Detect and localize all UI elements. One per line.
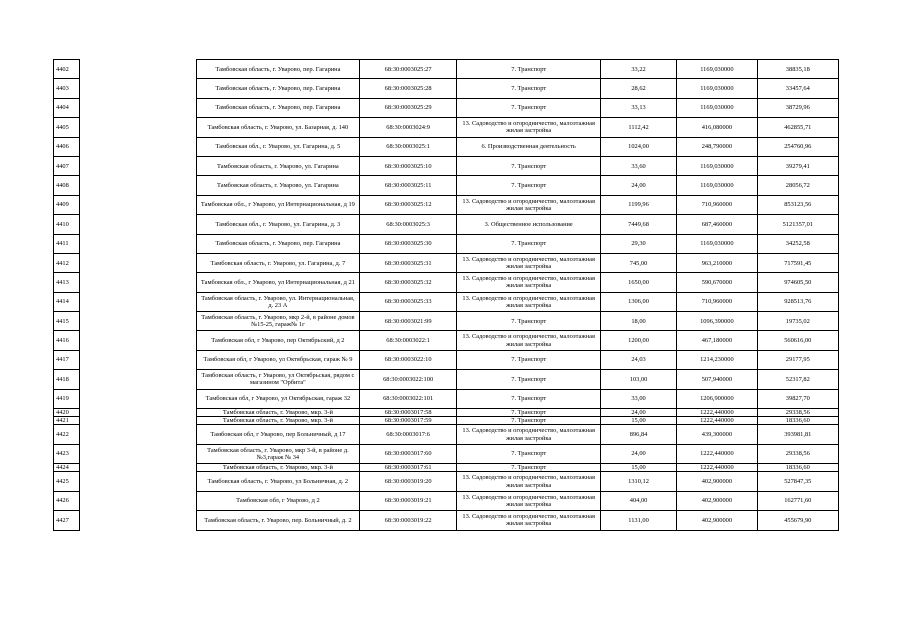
unit-price-cell: 1222,440000 — [677, 417, 757, 425]
land-use-cell: 7. Транспорт — [457, 156, 600, 175]
row-number: 4426 — [54, 491, 80, 510]
unit-price-cell: 687,460000 — [677, 215, 757, 234]
row-number: 4416 — [54, 331, 80, 350]
cadastral-number-cell: 68:30:0003025:31 — [359, 253, 457, 272]
area-cell: 7449,68 — [600, 215, 676, 234]
row-number: 4410 — [54, 215, 80, 234]
row-number: 4417 — [54, 350, 80, 369]
cost-cell: 52317,82 — [757, 370, 838, 389]
land-use-cell: 13. Садоводство и огородничество, малоэтажная жилая застройка — [457, 491, 600, 510]
row-number: 4420 — [54, 409, 80, 417]
area-cell: 33,13 — [600, 98, 676, 117]
area-cell: 29,30 — [600, 234, 676, 253]
cadastral-number-cell: 68:30:0003025:27 — [359, 60, 457, 79]
row-number: 4421 — [54, 417, 80, 425]
row-number: 4408 — [54, 176, 80, 195]
land-use-cell: 7. Транспорт — [457, 409, 600, 417]
address-cell: Тамбовская обл., г Уварово, ул Интернациональная, д 21 — [197, 273, 360, 292]
land-use-cell: 7. Транспорт — [457, 312, 600, 331]
table-row — [197, 156, 839, 175]
cost-cell: 462855,71 — [757, 118, 838, 137]
area-cell: 1200,00 — [600, 331, 676, 350]
address-cell: Тамбовская область, г. Уварово, ул Больничная, д. 2 — [197, 472, 360, 491]
address-cell: Тамбовская область, г. Уварово, ул. Гагарина — [197, 176, 360, 195]
cost-cell: 18336,60 — [757, 417, 838, 425]
land-use-cell: 13. Садоводство и огородничество, малоэтажная жилая застройка — [457, 195, 600, 214]
unit-price-cell: 402,900000 — [677, 472, 757, 491]
row-number: 4427 — [54, 511, 80, 530]
cost-cell: 18336,60 — [757, 464, 838, 472]
cost-cell: 853123,56 — [757, 195, 838, 214]
table-row — [197, 273, 839, 292]
cost-cell: 29338,56 — [757, 444, 838, 463]
unit-price-cell: 1222,440000 — [677, 444, 757, 463]
land-use-cell: 7. Транспорт — [457, 60, 600, 79]
unit-price-cell: 402,900000 — [677, 511, 757, 530]
cost-cell: 39279,41 — [757, 156, 838, 175]
table-row — [197, 234, 839, 253]
table-row — [197, 312, 839, 331]
cadastral-number-cell: 68:30:0003025:29 — [359, 98, 457, 117]
table-row — [197, 409, 839, 417]
unit-price-cell: 1206,900000 — [677, 389, 757, 408]
cost-cell: 28056,72 — [757, 176, 838, 195]
area-cell: 33,60 — [600, 156, 676, 175]
land-use-cell: 13. Садоводство и огородничество, малоэтажная жилая застройка — [457, 331, 600, 350]
land-use-cell: 6. Производственная деятельность — [457, 137, 600, 156]
table-row — [54, 425, 80, 444]
cost-cell: 33457,64 — [757, 79, 838, 98]
unit-price-cell: 507,940000 — [677, 370, 757, 389]
cadastral-number-cell: 68:30:0003025:10 — [359, 156, 457, 175]
cadastral-number-cell: 68:30:0003025:3 — [359, 215, 457, 234]
row-number: 4418 — [54, 370, 80, 389]
cadastral-number-cell: 68:30:0003025:1 — [359, 137, 457, 156]
address-cell: Тамбовская область, г. Уварово, пер. Больничный, д. 2 — [197, 511, 360, 530]
table-row — [54, 370, 80, 389]
table-row — [54, 312, 80, 331]
land-use-cell: 13. Садоводство и огородничество, малоэтажная жилая застройка — [457, 425, 600, 444]
table-row — [54, 350, 80, 369]
unit-price-cell: 1222,440000 — [677, 464, 757, 472]
unit-price-cell: 963,210000 — [677, 253, 757, 272]
land-use-cell: 13. Садоводство и огородничество, малоэтажная жилая застройка — [457, 511, 600, 530]
table-row — [54, 253, 80, 272]
cost-cell: 974605,50 — [757, 273, 838, 292]
row-number: 4414 — [54, 292, 80, 311]
unit-price-cell: 1214,230000 — [677, 350, 757, 369]
land-use-cell: 3. Общественное использование — [457, 215, 600, 234]
cadastral-number-cell: 68:30:0003021:99 — [359, 312, 457, 331]
table-row — [197, 491, 839, 510]
table-row — [54, 417, 80, 425]
address-cell: Тамбовская область, г. Уварово, ул. Интернациональная, д. 23 А — [197, 292, 360, 311]
table-row — [54, 331, 80, 350]
area-cell: 33,00 — [600, 389, 676, 408]
land-use-cell: 7. Транспорт — [457, 234, 600, 253]
cadastral-number-cell: 68:30:0003025:12 — [359, 195, 457, 214]
address-cell: Тамбовская область, г. Уварово, мкр 2-й, в районе домов №15-25, гараж№ 1г — [197, 312, 360, 331]
cost-cell: 38729,96 — [757, 98, 838, 117]
unit-price-cell: 467,180000 — [677, 331, 757, 350]
table-row — [197, 417, 839, 425]
row-number: 4406 — [54, 137, 80, 156]
cadastral-number-cell: 68:30:0003025:11 — [359, 176, 457, 195]
table-row — [197, 511, 839, 530]
address-cell: Тамбовская область, г. Уварово, ул. Гагарина, д. 7 — [197, 253, 360, 272]
land-use-cell: 13. Садоводство и огородничество, малоэтажная жилая застройка — [457, 118, 600, 137]
table-row — [197, 137, 839, 156]
unit-price-cell: 416,080000 — [677, 118, 757, 137]
land-use-cell: 13. Садоводство и огородничество, малоэтажная жилая застройка — [457, 253, 600, 272]
area-cell: 1306,00 — [600, 292, 676, 311]
unit-price-cell: 1222,440000 — [677, 409, 757, 417]
table-row — [54, 389, 80, 408]
unit-price-cell: 1169,030000 — [677, 156, 757, 175]
land-use-cell: 7. Транспорт — [457, 370, 600, 389]
table-row — [197, 389, 839, 408]
area-cell: 24,03 — [600, 350, 676, 369]
cadastral-number-cell: 68:30:0003025:32 — [359, 273, 457, 292]
area-cell: 1024,00 — [600, 137, 676, 156]
row-number-column — [53, 59, 80, 531]
area-cell: 18,00 — [600, 312, 676, 331]
cost-cell: 393981,81 — [757, 425, 838, 444]
table-row — [197, 118, 839, 137]
address-cell: Тамбовская обл., г Уварово, ул Интернациональная, д 19 — [197, 195, 360, 214]
table-row — [54, 273, 80, 292]
address-cell: Тамбовская область, г. Уварово, пер. Гагарина — [197, 60, 360, 79]
land-use-cell: 7. Транспорт — [457, 464, 600, 472]
address-cell: Тамбовская область, г. Уварово, мкр. 3-й — [197, 417, 360, 425]
area-cell: 1131,00 — [600, 511, 676, 530]
unit-price-cell: 1169,030000 — [677, 60, 757, 79]
address-cell: Тамбовская область, г. Уварово, мкр. 3-й — [197, 409, 360, 417]
cadastral-number-cell: 68:30:0003025:30 — [359, 234, 457, 253]
table-row — [197, 292, 839, 311]
cost-cell: 527847,35 — [757, 472, 838, 491]
cost-cell: 717591,45 — [757, 253, 838, 272]
address-cell: Тамбовская обл., г. Уварово, ул. Гагарина, д. 3 — [197, 215, 360, 234]
table-row — [54, 195, 80, 214]
address-cell: Тамбовская область, г. Уварово, ул. Базарная, д. 140 — [197, 118, 360, 137]
table-row — [197, 444, 839, 463]
area-cell: 28,62 — [600, 79, 676, 98]
table-row — [54, 234, 80, 253]
table-row — [54, 491, 80, 510]
cost-cell: 928513,76 — [757, 292, 838, 311]
table-row — [54, 79, 80, 98]
address-cell: Тамбовская обл, г Уварово, д 2 — [197, 491, 360, 510]
table-row — [54, 464, 80, 472]
table-row — [197, 79, 839, 98]
cadastral-number-cell: 68:30:0003022:100 — [359, 370, 457, 389]
area-cell: 33,22 — [600, 60, 676, 79]
address-cell: Тамбовская обл, г Уварово, ул Октябрьская, гараж 32 — [197, 389, 360, 408]
row-number: 4413 — [54, 273, 80, 292]
cost-cell: 455679,90 — [757, 511, 838, 530]
cadastral-number-cell: 68:30:0003019:21 — [359, 491, 457, 510]
table-row — [54, 472, 80, 491]
unit-price-cell: 1169,030000 — [677, 176, 757, 195]
cost-cell: 19735,02 — [757, 312, 838, 331]
area-cell: 1310,12 — [600, 472, 676, 491]
area-cell: 896,84 — [600, 425, 676, 444]
row-number: 4404 — [54, 98, 80, 117]
area-cell: 15,00 — [600, 464, 676, 472]
area-cell: 404,00 — [600, 491, 676, 510]
area-cell: 1650,00 — [600, 273, 676, 292]
row-number: 4423 — [54, 444, 80, 463]
unit-price-cell: 402,900000 — [677, 491, 757, 510]
table-row — [54, 156, 80, 175]
cadastral-number-cell: 68:30:0003017:58 — [359, 409, 457, 417]
row-number: 4419 — [54, 389, 80, 408]
address-cell: Тамбовская обл, г Уварово, пер Октябрьский, д 2 — [197, 331, 360, 350]
unit-price-cell: 1169,030000 — [677, 234, 757, 253]
table-row — [54, 444, 80, 463]
row-number: 4402 — [54, 60, 80, 79]
row-number: 4424 — [54, 464, 80, 472]
cadastral-number-cell: 68:30:0003022:1 — [359, 331, 457, 350]
address-cell: Тамбовская область, г. Уварово, пер. Гагарина — [197, 79, 360, 98]
table-row — [54, 292, 80, 311]
land-use-cell: 13. Садоводство и огородничество, малоэтажная жилая застройка — [457, 273, 600, 292]
land-use-cell: 7. Транспорт — [457, 389, 600, 408]
area-cell: 24,00 — [600, 176, 676, 195]
table-row — [197, 253, 839, 272]
table-row — [54, 118, 80, 137]
unit-price-cell: 439,300000 — [677, 425, 757, 444]
unit-price-cell: 590,670000 — [677, 273, 757, 292]
table-row — [197, 195, 839, 214]
land-use-cell: 7. Транспорт — [457, 79, 600, 98]
unit-price-cell: 1169,030000 — [677, 79, 757, 98]
row-number: 4422 — [54, 425, 80, 444]
cost-cell: 29177,95 — [757, 350, 838, 369]
table-row — [197, 464, 839, 472]
land-use-cell: 13. Садоводство и огородничество, малоэтажная жилая застройка — [457, 472, 600, 491]
land-plots-table — [196, 59, 839, 531]
cadastral-number-cell: 68:30:0003017:59 — [359, 417, 457, 425]
cost-cell: 162771,60 — [757, 491, 838, 510]
cost-cell: 34252,58 — [757, 234, 838, 253]
land-use-cell: 7. Транспорт — [457, 350, 600, 369]
cost-cell: 39827,70 — [757, 389, 838, 408]
cadastral-number-cell: 68:30:0003017:60 — [359, 444, 457, 463]
address-cell: Тамбовская обл, г Уварово, пер Больничный, д 17 — [197, 425, 360, 444]
cadastral-number-cell: 68:30:0003022:10 — [359, 350, 457, 369]
unit-price-cell: 1096,390000 — [677, 312, 757, 331]
row-number: 4403 — [54, 79, 80, 98]
cadastral-number-cell: 68:30:0003017:6 — [359, 425, 457, 444]
address-cell: Тамбовская область, г. Уварово, пер. Гагарина — [197, 98, 360, 117]
cadastral-number-cell: 68:30:0003024:9 — [359, 118, 457, 137]
area-cell: 1199,96 — [600, 195, 676, 214]
table-row — [54, 215, 80, 234]
table-row — [54, 511, 80, 530]
cadastral-number-cell: 68:30:0003019:20 — [359, 472, 457, 491]
unit-price-cell: 248,790000 — [677, 137, 757, 156]
address-cell: Тамбовская область, г Уварово, ул Октябрьская, рядом с магазином "Орбита" — [197, 370, 360, 389]
cost-cell: 560616,00 — [757, 331, 838, 350]
table-row — [54, 60, 80, 79]
table-row — [197, 472, 839, 491]
table-row — [54, 98, 80, 117]
table-row — [54, 137, 80, 156]
unit-price-cell: 710,960000 — [677, 195, 757, 214]
unit-price-cell: 710,960000 — [677, 292, 757, 311]
cost-cell: 254760,96 — [757, 137, 838, 156]
table-row — [197, 176, 839, 195]
table-row — [197, 215, 839, 234]
table-row — [54, 176, 80, 195]
cost-cell: 29338,56 — [757, 409, 838, 417]
row-number: 4411 — [54, 234, 80, 253]
row-number: 4409 — [54, 195, 80, 214]
cost-cell: 38835,18 — [757, 60, 838, 79]
cadastral-number-cell: 68:30:0003025:28 — [359, 79, 457, 98]
table-row — [197, 60, 839, 79]
row-number: 4415 — [54, 312, 80, 331]
area-cell: 15,00 — [600, 417, 676, 425]
cadastral-number-cell: 68:30:0003019:22 — [359, 511, 457, 530]
table-row — [197, 370, 839, 389]
area-cell: 103,00 — [600, 370, 676, 389]
row-number: 4412 — [54, 253, 80, 272]
row-number: 4407 — [54, 156, 80, 175]
row-number: 4405 — [54, 118, 80, 137]
land-use-cell: 7. Транспорт — [457, 444, 600, 463]
area-cell: 745,00 — [600, 253, 676, 272]
land-use-cell: 13. Садоводство и огородничество, малоэтажная жилая застройка — [457, 292, 600, 311]
table-row — [54, 409, 80, 417]
address-cell: Тамбовская обл, г Уварово, ул Октябрьская, гараж № 9 — [197, 350, 360, 369]
land-use-cell: 7. Транспорт — [457, 176, 600, 195]
land-use-cell: 7. Транспорт — [457, 98, 600, 117]
cadastral-number-cell: 68:30:0003017:61 — [359, 464, 457, 472]
unit-price-cell: 1169,030000 — [677, 98, 757, 117]
address-cell: Тамбовская область, г. Уварово, мкр 3-й, в районе д. №3,гараж № 34 — [197, 444, 360, 463]
land-use-cell: 7. Транспорт — [457, 417, 600, 425]
address-cell: Тамбовская область, г. Уварово, пер. Гагарина — [197, 234, 360, 253]
table-row — [197, 425, 839, 444]
table-row — [197, 331, 839, 350]
cadastral-number-cell: 68:30:0003022:101 — [359, 389, 457, 408]
table-row — [197, 98, 839, 117]
address-cell: Тамбовская область, г. Уварово, ул. Гагарина — [197, 156, 360, 175]
area-cell: 1112,42 — [600, 118, 676, 137]
area-cell: 24,00 — [600, 409, 676, 417]
table-row — [197, 350, 839, 369]
cost-cell: 5121357,01 — [757, 215, 838, 234]
area-cell: 24,00 — [600, 444, 676, 463]
address-cell: Тамбовская обл., г. Уварово, ул. Гагарина, д. 5 — [197, 137, 360, 156]
cadastral-number-cell: 68:30:0003025:33 — [359, 292, 457, 311]
row-number: 4425 — [54, 472, 80, 491]
address-cell: Тамбовская область, г. Уварово, мкр. 3-й — [197, 464, 360, 472]
